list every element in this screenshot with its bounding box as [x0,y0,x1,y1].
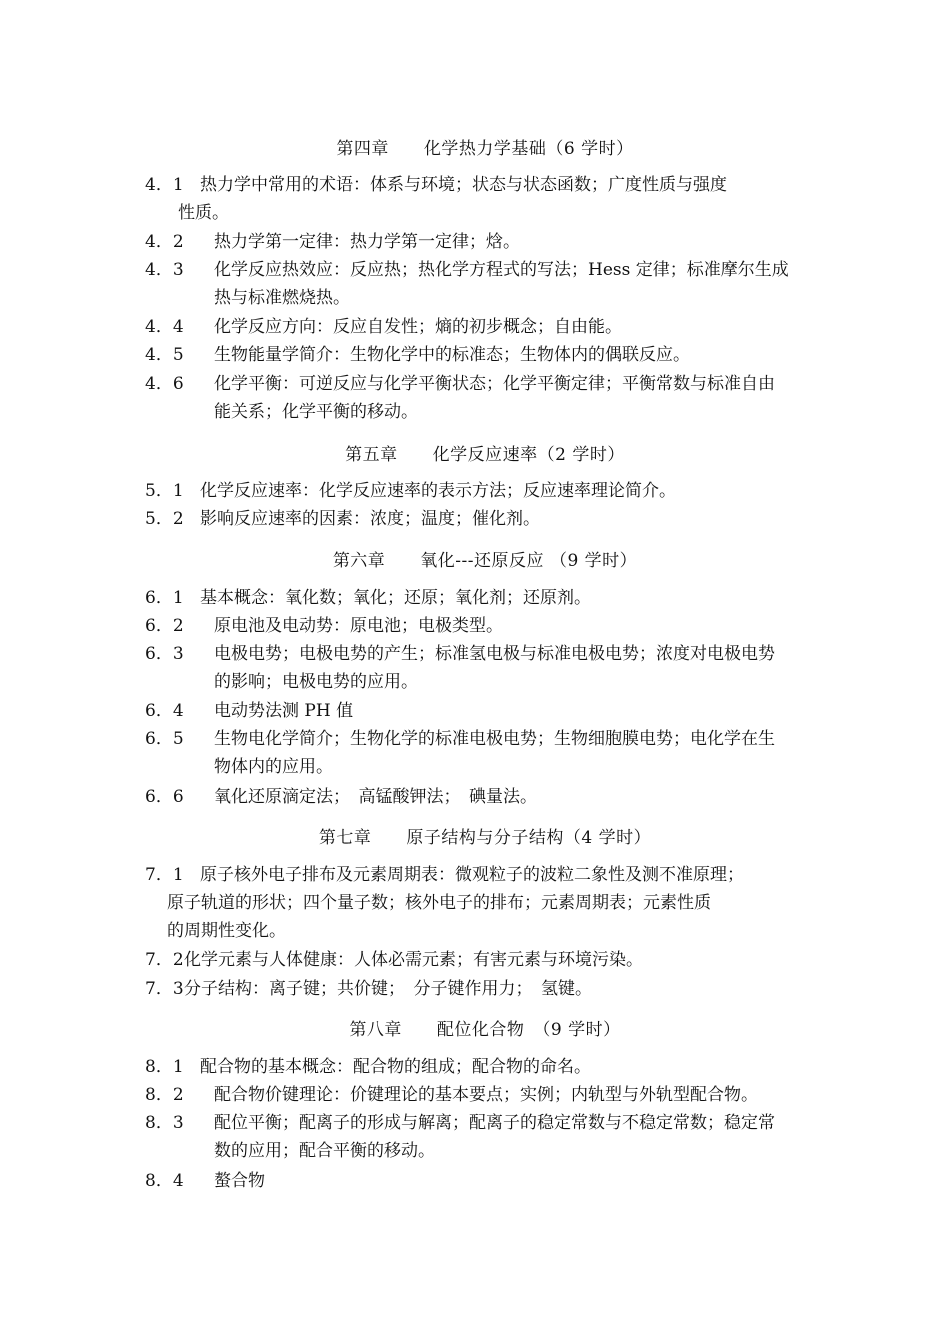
chapter-heading: 第八章 配位化合物 （9 学时） [349,1020,621,1040]
section-text: 配位平衡；配离子的形成与解离；配离子的稳定常数与不稳定常数；稳定常 [214,1113,775,1133]
section-text: 物体内的应用。 [214,757,333,777]
section-text: 原电池及电动势：原电池；电极类型。 [214,616,503,636]
chapter-heading: 第六章 氧化---还原反应 （9 学时） [332,551,638,571]
section-number: 8．1 [145,1057,184,1077]
section-number: 5．2 [145,509,184,529]
section-item [145,313,835,341]
section-item [145,505,835,533]
section-text: 分子结构：离子键；共价键； 分子键作用力； 氢键。 [184,979,592,999]
section-item [145,640,835,696]
section-item [145,861,835,945]
section-item [145,697,835,725]
section-text: 化学反应热效应：反应热；热化学方程式的写法；Hess 定律；标准摩尔生成 [214,260,789,280]
section-number: 5．1 [145,481,184,501]
section-number: 6．1 [145,588,184,608]
section-text: 能关系；化学平衡的移动。 [214,402,418,422]
section-text: 生物电化学简介；生物化学的标准电极电势；生物细胞膜电势；电化学在生 [214,729,775,749]
section-number: 6．6 [145,787,184,807]
section-text: 化学反应方向：反应自发性；熵的初步概念；自由能。 [214,317,622,337]
section-item [145,1081,835,1109]
section-text: 化学元素与人体健康：人体必需元素；有害元素与环境污染。 [184,950,643,970]
section-number: 4．4 [145,317,184,337]
section-text: 数的应用；配合平衡的移动。 [214,1141,435,1161]
section-item [145,1167,835,1195]
section-number: 7．1 [145,865,184,885]
chapter-heading: 第四章 化学热力学基础（6 学时） [336,139,634,159]
section-number: 4．2 [145,232,184,252]
section-item [145,1053,835,1081]
section-number: 6．4 [145,701,184,721]
section-text: 配合物价键理论：价键理论的基本要点；实例；内轨型与外轨型配合物。 [214,1085,758,1105]
section-text: 电动势法测 PH 值 [214,701,354,721]
section-item [145,477,835,505]
section-number: 6．3 [145,644,184,664]
section-text: 影响反应速率的因素：浓度；温度；催化剂。 [200,509,540,529]
section-text: 配合物的基本概念：配合物的组成；配合物的命名。 [200,1057,591,1077]
section-number: 6．2 [145,616,184,636]
section-item [145,1109,835,1165]
section-number: 7．2 [145,950,184,970]
chapter-heading: 第五章 化学反应速率（2 学时） [345,445,625,465]
section-number: 4．5 [145,345,184,365]
section-item [145,171,835,227]
section-text: 原子轨道的形状；四个量子数；核外电子的排布；元素周期表；元素性质 [167,893,711,913]
section-item [145,975,835,1003]
section-number: 4．3 [145,260,184,280]
section-text: 化学反应速率：化学反应速率的表示方法；反应速率理论简介。 [200,481,676,501]
section-text: 性质。 [178,203,229,223]
section-text: 生物能量学简介：生物化学中的标准态；生物体内的偶联反应。 [214,345,690,365]
section-text: 的影响；电极电势的应用。 [214,672,418,692]
section-item [145,783,835,811]
section-text: 热与标准燃烧热。 [214,288,350,308]
section-text: 的周期性变化。 [167,921,286,941]
section-item [145,341,835,369]
section-item [145,946,835,974]
section-text: 基本概念：氧化数；氧化；还原；氧化剂；还原剂。 [200,588,591,608]
section-item [145,725,835,781]
section-item [145,256,835,312]
section-number: 7．3 [145,979,184,999]
chapter-heading: 第七章 原子结构与分子结构（4 学时） [318,828,652,848]
section-number: 6．5 [145,729,184,749]
section-text: 螯合物 [214,1171,265,1191]
section-text: 原子核外电子排布及元素周期表：微观粒子的波粒二象性及测不准原理； [200,865,744,885]
section-text: 电极电势；电极电势的产生；标准氢电极与标准电极电势；浓度对电极电势 [214,644,775,664]
section-text: 化学平衡：可逆反应与化学平衡状态；化学平衡定律；平衡常数与标准自由 [214,374,775,394]
section-text: 氧化还原滴定法； 高锰酸钾法； 碘量法。 [214,787,537,807]
section-text: 热力学第一定律：热力学第一定律；焓。 [214,232,520,252]
section-number: 4．6 [145,374,184,394]
section-text: 热力学中常用的术语：体系与环境；状态与状态函数；广度性质与强度 [200,175,727,195]
section-item [145,612,835,640]
section-number: 8．2 [145,1085,184,1105]
section-number: 4．1 [145,175,184,195]
section-item [145,584,835,612]
section-number: 8．4 [145,1171,184,1191]
section-item [145,228,835,256]
section-number: 8．3 [145,1113,184,1133]
section-item [145,370,835,426]
